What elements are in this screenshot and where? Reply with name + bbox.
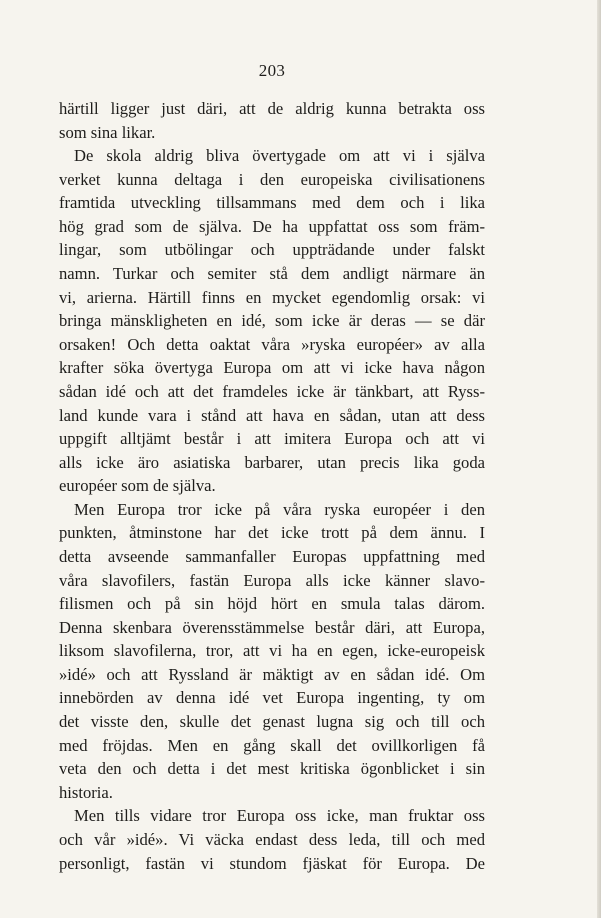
text-line: och vår »idé». Vi väcka endast dess leda, till och med [59, 829, 485, 849]
text-line: orsaken! Och detta oaktat våra »ryska européer» av alla [59, 334, 485, 354]
page-edge [597, 0, 601, 918]
text-line: land kunde vara i stånd att hava en sådan, utan att dess [59, 405, 485, 425]
text-line: vi, arierna. Härtill finns en mycket egendomlig orsak: vi [59, 287, 485, 307]
text-line: med fröjdas. Men en gång skall det ovillkorligen få [59, 735, 485, 755]
text-line: punkten, åtminstone har det icke trott på dem ännu. I [59, 523, 485, 543]
text-line: uppgift alltjämt består i att imitera Europa och att vi [59, 429, 485, 449]
text-line: européer som de själva. [59, 476, 216, 496]
text-line: »idé» och att Ryssland är mäktigt av en sådan idé. Om [59, 664, 485, 684]
text-line: verket kunna deltaga i den europeiska civilisationens [59, 169, 485, 189]
text-line: Men tills vidare tror Europa oss icke, man fruktar oss [74, 806, 485, 826]
text-line: det visste den, skulle det genast lugna sig och till och [59, 712, 485, 732]
text-line: bringa mänskligheten en idé, som icke är deras — se där [59, 311, 485, 331]
text-line: alls icke äro asiatiska barbarer, utan precis lika goda [59, 452, 485, 472]
text-line: detta avseende sammanfaller Europas uppfattning med [59, 546, 485, 566]
text-line: hög grad som de själva. De ha uppfattat oss som främ- [59, 216, 485, 236]
text-line: liksom slavofilerna, tror, att vi ha en egen, icke-europeisk [59, 641, 485, 661]
text-line: Denna skenbara överensstämmelse består däri, att Europa, [59, 617, 485, 637]
text-line: härtill ligger just däri, att de aldrig kunna betrakta oss [59, 99, 485, 118]
text-line: lingar, som utbölingar och uppträdande under falskt [59, 240, 485, 260]
text-line: sådan idé och att det framdeles icke är tänkbart, att Ryss- [59, 381, 485, 401]
text-line: framtida utveckling tillsammans med dem och i lika [59, 193, 485, 213]
text-line: Men Europa tror icke på våra ryska européer i den [74, 499, 485, 519]
text-line: innebörden av denna idé vet Europa ingenting, ty om [59, 688, 485, 708]
text-line: krafter söka övertyga Europa om att vi icke hava någon [59, 358, 485, 378]
text-line: historia. [59, 782, 113, 802]
text-line: namn. Turkar och semiter stå dem andligt närmare än [59, 264, 485, 284]
text-line: som sina likar. [59, 122, 156, 142]
text-line: veta den och detta i det mest kritiska ögonblicket i sin [59, 759, 485, 779]
text-line: våra slavofilers, fastän Europa alls icke känner slavo- [59, 570, 485, 590]
text-line: filismen och på sin höjd hört en smula talas därom. [59, 594, 485, 614]
text-line: De skola aldrig bliva övertygade om att vi i själva [74, 146, 485, 166]
page-number: 203 [258, 61, 286, 80]
body-text [59, 97, 485, 875]
text-line: personligt, fastän vi stundom fjäskat för Europa. De [59, 853, 485, 873]
